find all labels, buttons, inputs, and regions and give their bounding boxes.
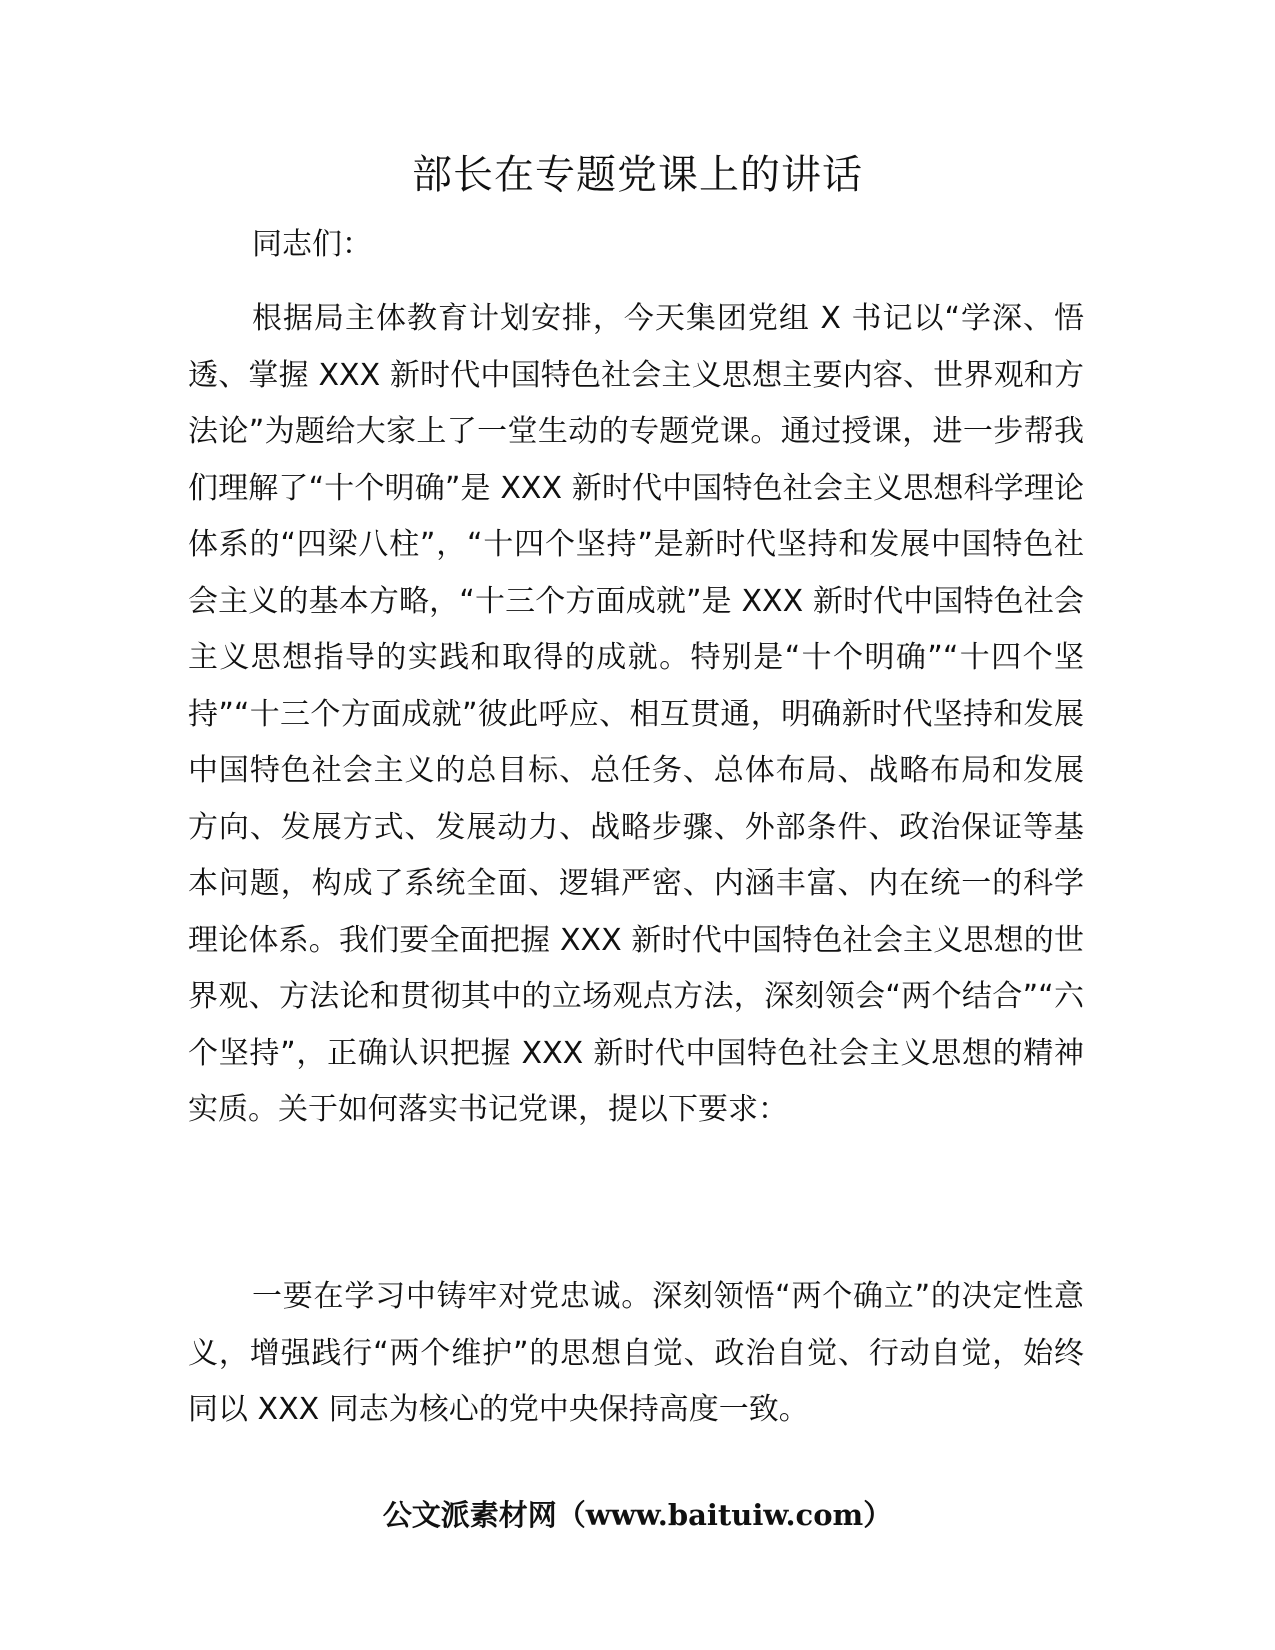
body-paragraph-1: 根据局主体教育计划安排，今天集团党组 X 书记以“学深、悟透、掌握 XXX 新时代中国特色社会主义思想主要内容、世界观和方法论”为题给大家上了一堂生动的专题党课。通过授课，进一步帮我们理解了“十个明确”是 XXX 新时代中国特色社会主义思想科学理论体系的“四梁八柱”，“十四个坚持”是新时代坚持和发展中国特色社会主义的基本方略，“十三个方面成就”是 XXX 新时代中国特色社会主义思想指导的实践和取得的成就。特别是“十个明确”“十四个坚持”“十三个方面成就”彼此呼应、相互贯通，明确新时代坚持和发展中国特色社会主义的总目标、总任务、总体布局、战略布局和发展方向、发展方式、发展动力、战略步骤、外部条件、政治保证等基本问题，构成了系统全面、逻辑严密、内涵丰富、内在统一的科学理论体系。我们要全面把握 XXX 新时代中国特色社会主义思想的世界观、方法论和贯彻其中的立场观点方法，深刻领会“两个结合”“六个坚持”，正确认识把握 XXX 新时代中国特色社会主义思想的精神实质。关于如何落实书记党课，提以下要求： <box>188 301 1084 1127</box>
source-footer: 公文派素材网（www.baituiw.com） <box>382 1498 893 1532</box>
salutation: 同志们： <box>252 227 372 262</box>
body-paragraph-2: 一要在学习中铸牢对党忠诚。深刻领悟“两个确立”的决定性意义，增强践行“两个维护”的思想自觉、政治自觉、行动自觉，始终同以 XXX 同志为核心的党中央保持高度一致。 <box>188 1279 1084 1427</box>
document-title: 部长在专题党课上的讲话 <box>412 152 863 198</box>
